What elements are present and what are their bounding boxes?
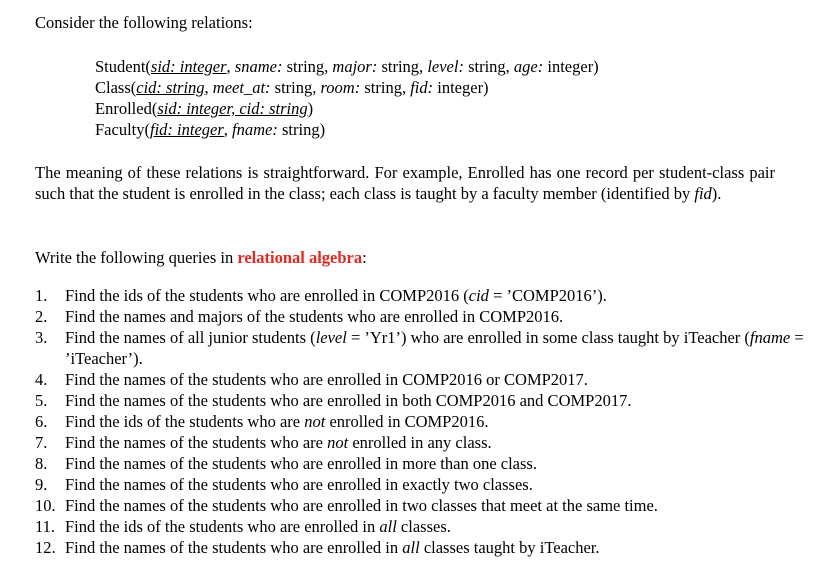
- attr-type: string): [277, 120, 326, 139]
- list-item: [35, 327, 805, 369]
- item-text: Find the names of the students who are enrolled in more than one class.: [65, 454, 537, 473]
- list-item: [35, 474, 805, 495]
- list-item: [35, 285, 805, 306]
- meaning-text: The meaning of these relations is straightforward. For example, Enrolled has one record per student-class pair such that the student is enrolled in the class; each class is taught by a faculty member (identified by: [35, 163, 775, 203]
- item-number: 7.: [35, 433, 48, 452]
- attr-type: integer): [433, 78, 489, 97]
- instruction-text: Write the following queries in: [35, 248, 238, 267]
- list-item: [35, 369, 805, 390]
- attr-name: level:: [427, 57, 464, 76]
- item-text: Find the names of the students who are enrolled in two classes that meet at the same time.: [65, 496, 658, 515]
- item-emph: level: [315, 328, 347, 347]
- instruction-colon: :: [362, 248, 367, 267]
- separator: ,: [226, 57, 235, 76]
- list-item: [35, 411, 805, 432]
- item-text: Find the names of the students who are enrolled in: [65, 538, 403, 557]
- list-item: [35, 432, 805, 453]
- meaning-fid: fid: [694, 184, 712, 203]
- separator: ,: [223, 120, 233, 139]
- item-emph: not: [304, 412, 326, 431]
- list-item: [35, 306, 805, 327]
- item-number: 4.: [35, 370, 48, 389]
- attr-type: string,: [360, 78, 411, 97]
- item-text: Find the names and majors of the students who are enrolled in COMP2016.: [65, 307, 564, 326]
- item-emph: all: [379, 517, 397, 536]
- relation-name: Faculty(: [95, 120, 150, 139]
- attr-name: room:: [320, 78, 361, 97]
- separator: ,: [204, 78, 213, 97]
- item-number: 6.: [35, 412, 48, 431]
- key-attribute: sid: integer: [150, 57, 227, 76]
- relation-name: Class(: [95, 78, 137, 97]
- intro-text: Consider the following relations:: [35, 13, 253, 32]
- attr-type: string,: [377, 57, 428, 76]
- list-item: [35, 537, 805, 558]
- item-text: enrolled in any class.: [348, 433, 492, 452]
- item-text: enrolled in COMP2016.: [325, 412, 489, 431]
- item-number: 9.: [35, 475, 48, 494]
- attr-name: age:: [513, 57, 544, 76]
- relation-student: [95, 57, 599, 77]
- relation-name: Student(: [95, 57, 151, 76]
- attr-name: major:: [332, 57, 378, 76]
- item-text: classes.: [396, 517, 451, 536]
- key-attribute: fid: integer: [150, 120, 224, 139]
- relation-name: Enrolled(: [95, 99, 158, 118]
- item-text: Find the names of all junior students (: [65, 328, 316, 347]
- list-item: [35, 453, 805, 474]
- key-attribute: cid: string: [136, 78, 205, 97]
- key-attribute: sid: integer, cid: string: [157, 99, 308, 118]
- item-text: = ’COMP2016’).: [488, 286, 607, 305]
- item-text: Find the names of the students who are enrolled in both COMP2016 and COMP2017.: [65, 391, 632, 410]
- item-emph: not: [327, 433, 349, 452]
- list-item: [35, 495, 805, 516]
- item-number: 3.: [35, 328, 48, 347]
- meaning-end: ).: [711, 184, 722, 203]
- relation-enrolled: [95, 99, 313, 119]
- attr-name: fid:: [410, 78, 434, 97]
- attr-type: string,: [282, 57, 333, 76]
- item-text: Find the names of the students who are enrolled in exactly two classes.: [65, 475, 533, 494]
- item-text: Find the ids of the students who are enrolled in COMP2016 (: [65, 286, 469, 305]
- item-emph: fname: [749, 328, 791, 347]
- item-number: 5.: [35, 391, 48, 410]
- attr-name: fname:: [232, 120, 278, 139]
- relation-faculty: [95, 120, 325, 140]
- item-emph: all: [402, 538, 420, 557]
- item-text: Find the ids of the students who are: [65, 412, 305, 431]
- list-item: [35, 516, 805, 537]
- list-item: [35, 390, 805, 411]
- item-number: 12.: [35, 538, 56, 557]
- item-text: Find the names of the students who are: [65, 433, 328, 452]
- separator: ): [307, 99, 314, 118]
- attr-name: sname:: [234, 57, 283, 76]
- item-text: classes taught by iTeacher.: [419, 538, 600, 557]
- item-number: 2.: [35, 307, 48, 326]
- instruction: [35, 248, 367, 268]
- attr-type: string,: [463, 57, 514, 76]
- item-number: 8.: [35, 454, 48, 473]
- item-text: Find the ids of the students who are enrolled in: [65, 517, 380, 536]
- item-text: = ’Yr1’) who are enrolled in some class taught by iTeacher (: [346, 328, 750, 347]
- instruction-highlight: relational algebra: [237, 248, 363, 267]
- attr-name: meet_at:: [212, 78, 271, 97]
- meaning-paragraph: [35, 162, 775, 204]
- query-list: [35, 285, 805, 558]
- relation-class: [95, 78, 489, 98]
- attr-type: string,: [270, 78, 321, 97]
- item-number: 1.: [35, 286, 48, 305]
- item-number: 11.: [35, 517, 56, 536]
- item-text: Find the names of the students who are enrolled in COMP2016 or COMP2017.: [65, 370, 588, 389]
- item-emph: cid: [468, 286, 489, 305]
- attr-type: integer): [543, 57, 599, 76]
- item-number: 10.: [35, 496, 56, 515]
- item-text: = ’iTeacher’).: [65, 328, 804, 368]
